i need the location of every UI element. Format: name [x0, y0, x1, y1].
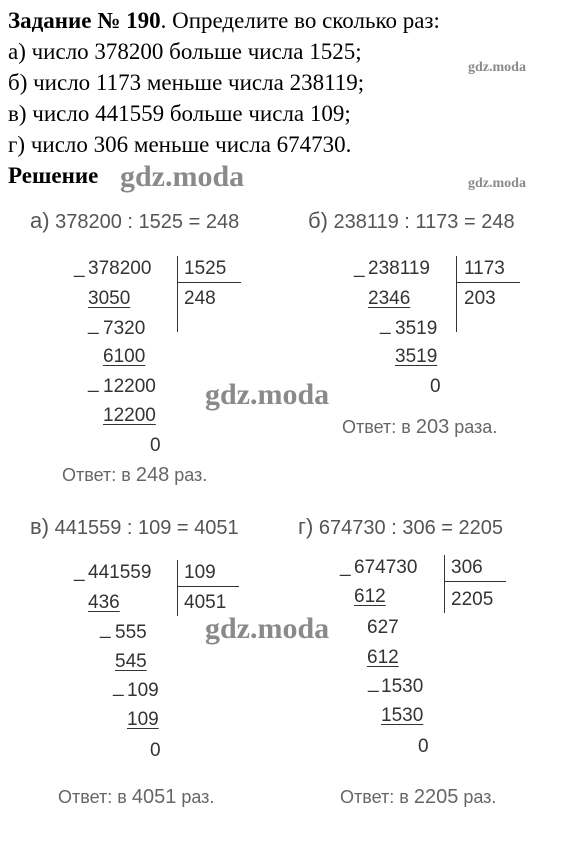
step: 545	[115, 651, 147, 672]
minus-sign: _	[368, 672, 379, 693]
part-label: б)	[308, 208, 328, 233]
divisor: 306	[451, 557, 483, 578]
answer-prefix: Ответ: в	[342, 417, 411, 437]
task-title: Задание № 190	[8, 8, 161, 33]
answer-suffix: раз.	[181, 787, 215, 807]
minus-sign: _	[88, 372, 99, 393]
answer-suffix: раза.	[454, 417, 498, 437]
divisor-line	[456, 282, 520, 283]
step: 612	[367, 647, 399, 668]
answer-suffix: раз.	[174, 465, 208, 485]
task-header	[8, 8, 440, 34]
division-bracket	[177, 560, 178, 616]
remainder: 0	[418, 736, 429, 757]
step: 109	[127, 680, 159, 701]
step: 3519	[395, 346, 438, 367]
step: 2346	[368, 288, 411, 309]
part-label: в)	[30, 514, 50, 539]
minus-sign: _	[74, 257, 85, 278]
answer-prefix: Ответ: в	[340, 787, 409, 807]
remainder: 0	[150, 740, 161, 761]
step: 12200	[103, 376, 156, 397]
answer-suffix: раз.	[463, 787, 497, 807]
step: 7320	[103, 318, 146, 339]
minus-sign: _	[340, 556, 351, 577]
divisor: 1525	[184, 258, 227, 279]
answer-b	[342, 416, 497, 439]
remainder: 0	[150, 435, 161, 456]
equation-d	[298, 514, 503, 540]
answer-a	[62, 464, 207, 487]
step: 109	[127, 709, 159, 730]
quotient: 203	[464, 288, 496, 309]
answer-c	[58, 786, 214, 809]
task-question: . Определите во сколько раз:	[160, 8, 440, 33]
task-item-c: в) число 441559 больше числа 109;	[8, 101, 351, 126]
watermark: gdz.moda	[120, 160, 245, 193]
watermark: gdz.moda	[468, 60, 526, 75]
step: 12200	[103, 405, 156, 426]
part-label: а)	[30, 208, 50, 233]
step: 3519	[395, 318, 438, 339]
dividend: 441559	[88, 562, 152, 583]
minus-sign: _	[100, 618, 111, 639]
equation-b	[308, 208, 515, 234]
step: 612	[354, 586, 386, 607]
dividend: 378200	[88, 258, 152, 279]
division-bracket	[444, 555, 445, 613]
minus-sign: _	[88, 314, 99, 335]
quotient: 2205	[451, 589, 494, 610]
step: 627	[367, 617, 399, 638]
dividend: 238119	[368, 258, 430, 279]
quotient: 248	[184, 288, 216, 309]
divisor: 1173	[464, 258, 505, 279]
part-label: г)	[298, 514, 314, 539]
division-bracket	[456, 256, 457, 332]
minus-sign: _	[74, 561, 85, 582]
watermark: gdz.moda	[205, 612, 330, 645]
equation-text: 238119 : 1173 = 248	[333, 211, 515, 233]
step: 1530	[381, 705, 424, 726]
answer-value: 248	[135, 464, 170, 486]
divisor: 109	[184, 562, 216, 583]
equation-text: 441559 : 109 = 4051	[54, 517, 239, 539]
remainder: 0	[430, 376, 441, 397]
answer-d	[340, 786, 496, 809]
dividend: 674730	[354, 557, 418, 578]
minus-sign: _	[113, 676, 124, 697]
solution-label: Решение	[8, 163, 99, 188]
divisor-line	[444, 581, 506, 582]
minus-sign: _	[354, 257, 365, 278]
divisor-line	[177, 586, 239, 587]
minus-sign: _	[380, 314, 391, 335]
step: 6100	[103, 346, 146, 367]
quotient: 4051	[184, 592, 227, 613]
task-item-b: б) число 1173 меньше числа 238119;	[8, 70, 365, 95]
answer-value: 4051	[131, 786, 177, 808]
answer-value: 203	[415, 416, 450, 438]
equation-text: 378200 : 1525 = 248	[55, 211, 240, 233]
task-item-d: г) число 306 меньше числа 674730.	[8, 132, 352, 157]
division-bracket	[177, 256, 178, 332]
step: 3050	[88, 288, 131, 309]
step: 555	[115, 622, 147, 643]
equation-a	[30, 208, 239, 234]
divisor-line	[177, 282, 241, 283]
equation-text: 674730 : 306 = 2205	[318, 517, 503, 539]
watermark: gdz.moda	[205, 378, 330, 411]
step: 1530	[381, 676, 424, 697]
answer-prefix: Ответ: в	[58, 787, 127, 807]
equation-c	[30, 514, 239, 540]
watermark: gdz.moda	[468, 176, 526, 191]
answer-value: 2205	[413, 786, 459, 808]
answer-prefix: Ответ: в	[62, 465, 131, 485]
task-item-a: а) число 378200 больше числа 1525;	[8, 39, 362, 64]
step: 436	[88, 592, 120, 613]
